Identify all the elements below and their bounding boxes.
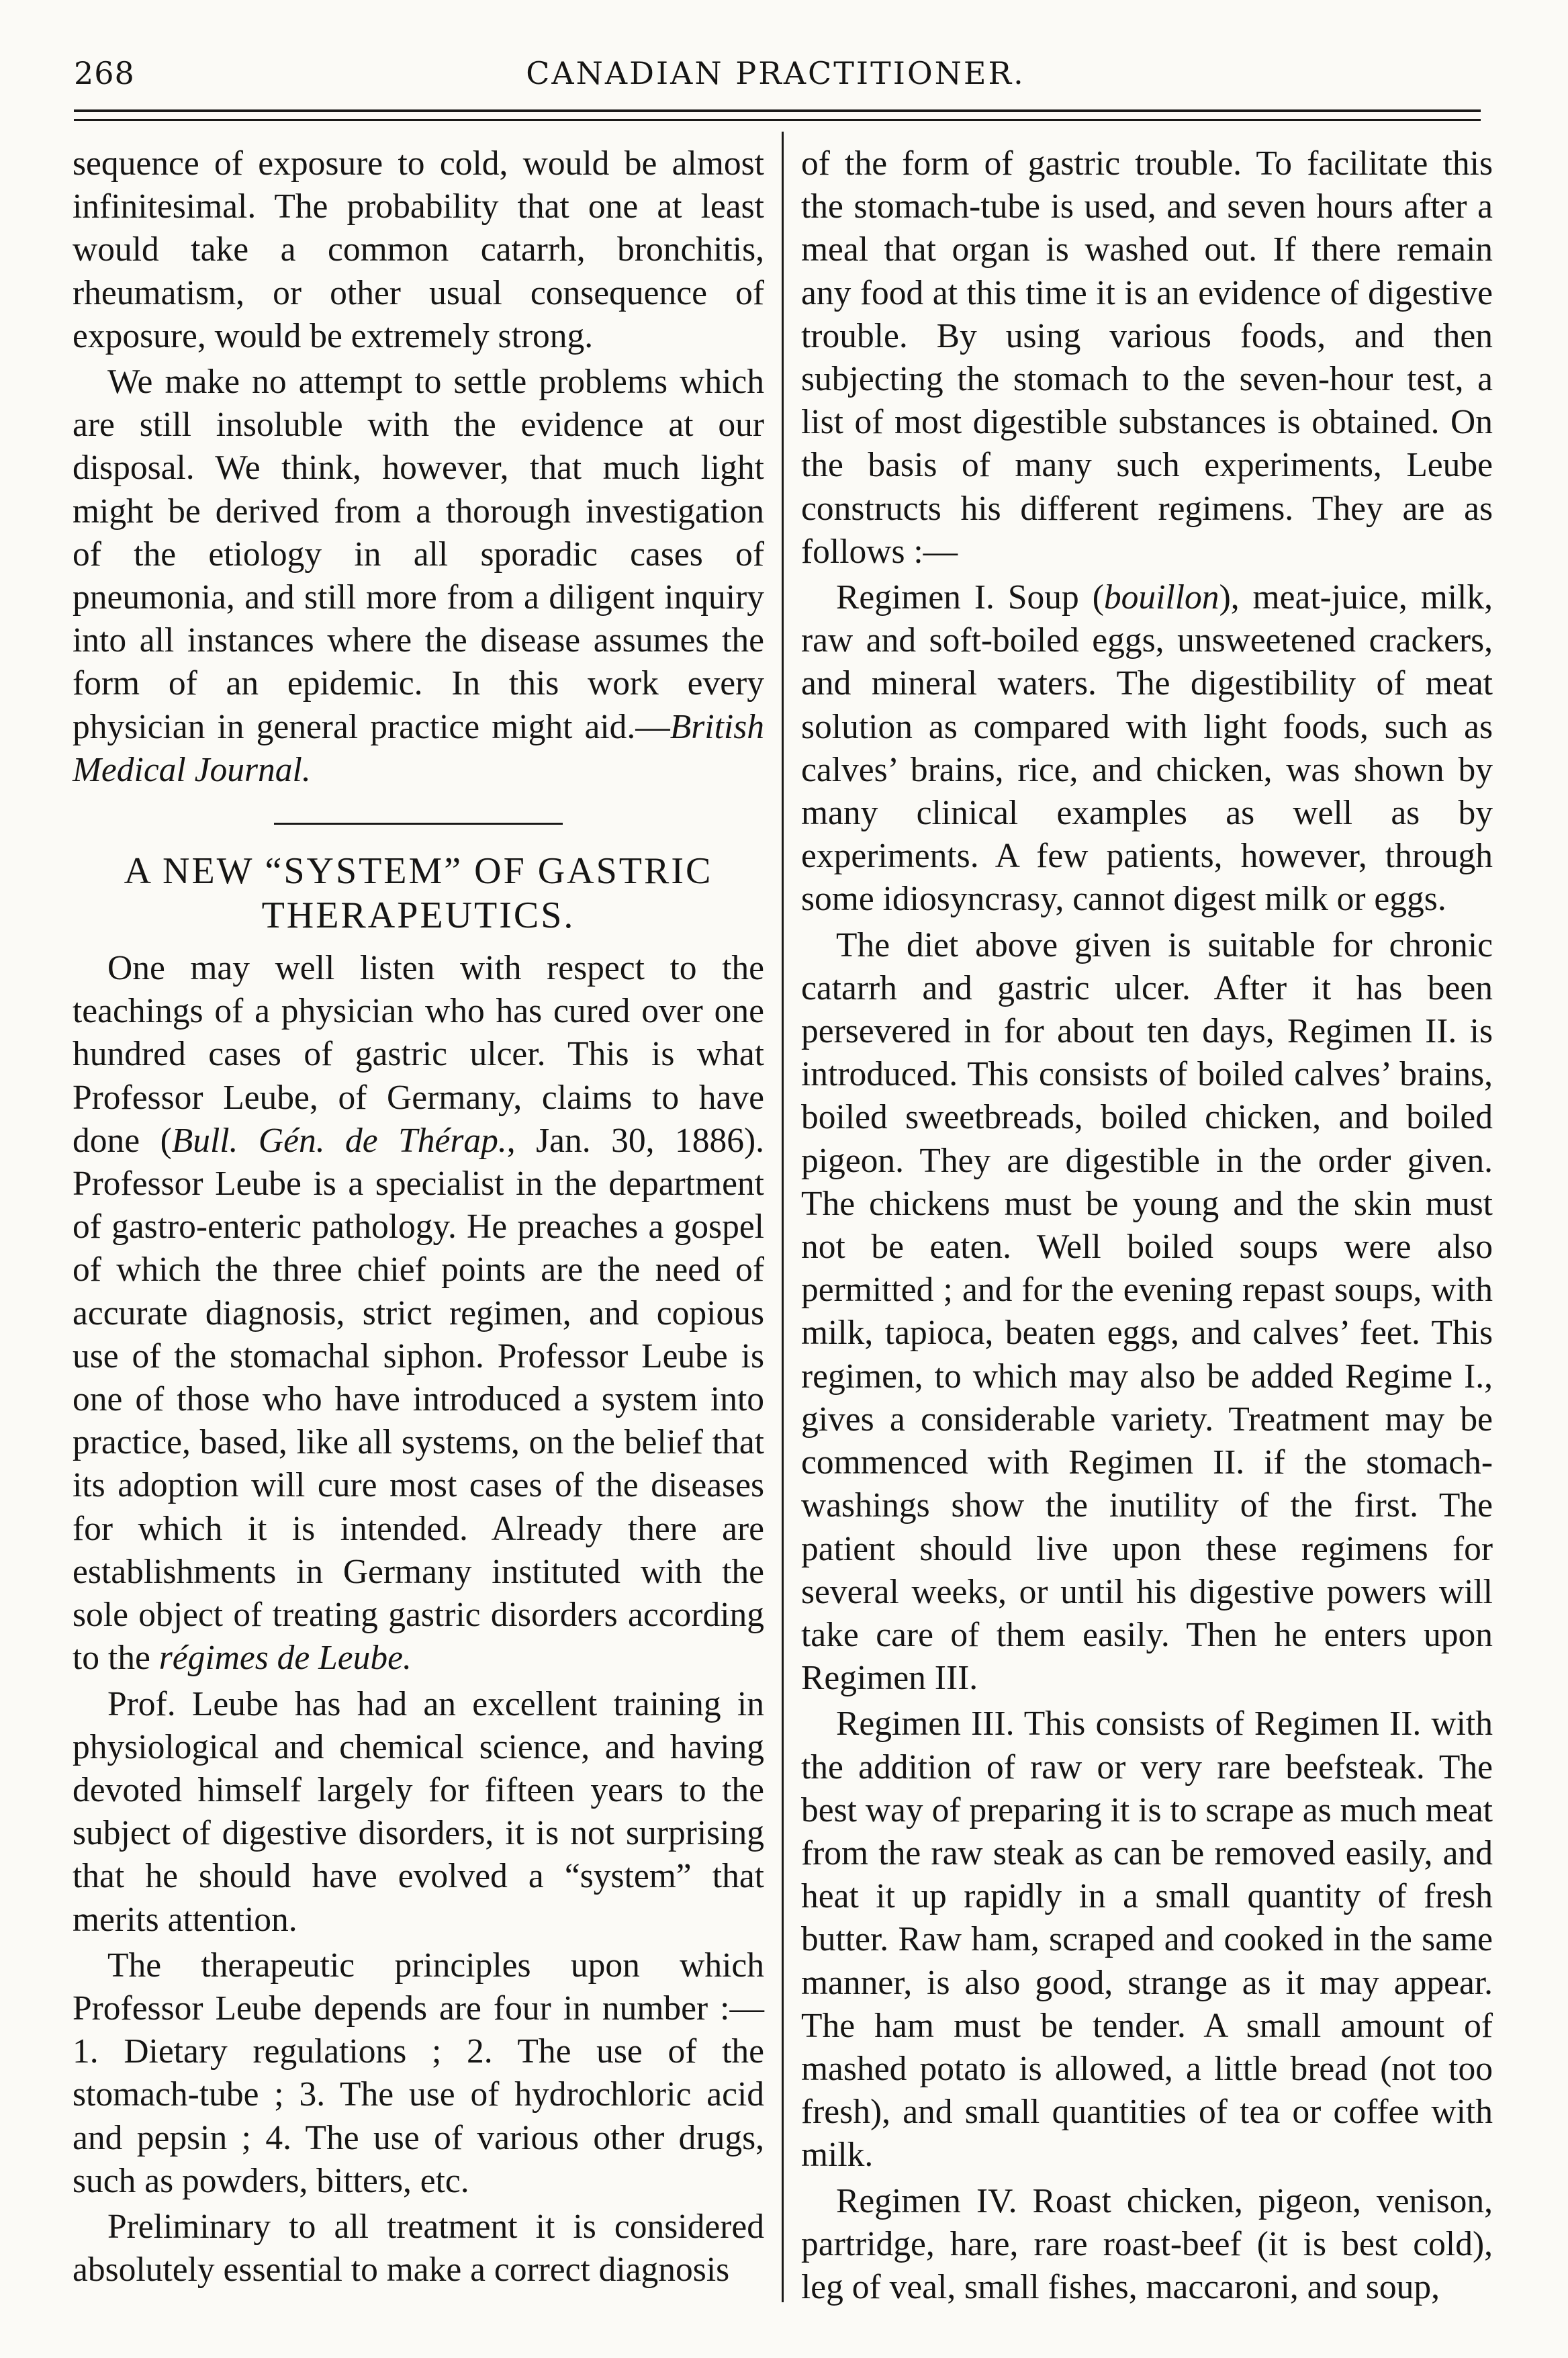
- right-column: [801, 142, 1493, 2306]
- paragraph-text: One may well listen with respect to the teachings of a physician who has cured over one hundred cases of gastric ulcer. This is what Professor Leube, of Germany, claims to have done (: [73, 949, 764, 1160]
- source-citation: British Medical Journal.: [73, 707, 764, 789]
- paragraph-text: Regimen I. Soup (: [836, 578, 1104, 617]
- section-divider: [274, 823, 563, 825]
- paragraph-regimen-1: [801, 576, 1493, 921]
- article-title: A NEW “SYSTEM” OF GASTRIC THERAPEUTICS.: [124, 850, 713, 937]
- journal-citation: Bull. Gén. de Thérap.: [171, 1121, 507, 1160]
- paragraph-regimen-3: Regimen III. This consists of Regimen II. with the addition of raw or very rare beefsteak. The best way of preparing it is to scrape as much meat from the raw steak as can be removed easily, and heat it up rapidly in a small quantity of fresh butter. Raw ham, scraped and cooked in the same manner, is also good, strange as it may appear. The ham must be tender. A small amount of mashed potato is allowed, a little bread (not too fresh), and small quantities of tea or coffee with milk.: [801, 1705, 1493, 2175]
- paragraph-text: We make no attempt to settle problems which are still insoluble with the evidence at our disposal. We think, however, that much light might be derived from a thorough investigation of the etiology in all sporadic cases of pneumonia, and still more from a diligent inquiry into all instances where the disease assumes the form of an epidemic. In this work every physician in general practice might aid.—: [73, 363, 764, 746]
- paragraph-conclusion: [73, 361, 764, 792]
- running-head: CANADIAN PRACTITIONER.: [526, 55, 1025, 91]
- page-header: [74, 40, 1477, 105]
- paragraph-text-cont: , Jan. 30, 1886). Professor Leube is a specialist in the department of gastro-enteric pathology. He preaches a gospel of which the three chief points are the need of accurate diagnosis, strict regimen, and copious use of the stomachal siphon. Professor Leube is one of those who have introduced a system into practice, based, like all systems, on the belief that its adoption will cure most cases of the diseases for which it is intended. Already there are establishments in Germany instituted with the sole object of treating gastric disorders according to the: [73, 1121, 764, 1678]
- paragraph-text-cont: ), meat-juice, milk, raw and soft-boiled eggs, unsweetened crackers, and mineral waters. The digestibility of meat solution as compared with light foods, such as calves’ brains, rice, and chicken, was shown by many clinical examples as well as by experiments. A few patients, however, through some idiosyncrasy, cannot digest milk or eggs.: [801, 578, 1493, 919]
- paragraph-regimen-4: Regimen IV. Roast chicken, pigeon, venison, partridge, hare, rare roast-beef (it is best cold), leg of veal, small fishes, maccaroni, and soup,: [801, 2181, 1493, 2306]
- paragraph-regimen-2: The diet above given is suitable for chronic catarrh and gastric ulcer. After it has been persevered in for about ten days, Regimen II. is introduced. This consists of boiled calves’ brains, boiled sweetbreads, boiled chicken, and boiled pigeon. They are digestible in the order given. The chickens must be young and the skin must not be eaten. Well boiled soups were also permitted ; and for the evening repast soups, with milk, tapioca, beaten eggs, and calves’ feet. This regimen, to which may also be added Regime I., gives a considerable variety. Treatment may be commenced with Regimen II. if the stomach-washings show the inutility of the first. The patient should live upon these regimens for several weeks, or until his digestive powers will take care of them easily. Then he enters upon Regimen III.: [801, 925, 1493, 1698]
- paragraph-intro: [73, 947, 764, 1680]
- paragraph-continued: sequence of exposure to cold, would be almost infinitesimal. The probability that one at least would take a common catarrh, bronchitis, rheumatism, or other usual consequence of exposure, would be extremely strong.: [73, 144, 764, 355]
- paragraph-training: Prof. Leube has had an excellent training in physiological and chemical science, and having devoted himself largely for fifteen years to the subject of digestive disorders, it is not surprising that he should have evolved a “system” that merits attention.: [73, 1684, 764, 1939]
- paragraph-stomach-tube: of the form of gastric trouble. To facilitate this the stomach-tube is used, and seven hours after a meal that organ is washed out. If there remain any food at this time it is an evidence of digestive trouble. By using various foods, and then subjecting the stomach to the seven-hour test, a list of most digestible substances is obtained. On the basis of many such experiments, Leube constructs his different regimens. They are as follows :—: [801, 144, 1493, 571]
- italic-term: bouillon: [1103, 578, 1219, 617]
- page-number: 268: [74, 55, 135, 91]
- header-rule: [74, 109, 1481, 112]
- paragraph-principles: The therapeutic principles upon which Professor Leube depends are four in number :— 1. Dietary regulations ; 2. The use of the stomach-tube ; 3. The use of hydrochloric acid and pepsin ; 4. The use of various other drugs, such as powders, bitters, etc.: [73, 1946, 764, 2200]
- header-rule-secondary: [74, 119, 1481, 121]
- paragraph-diagnosis: Preliminary to all treatment it is considered absolutely essential to make a correct diagnosis: [73, 2207, 764, 2289]
- italic-term: régimes de Leube.: [158, 1639, 412, 1678]
- column-divider: [782, 132, 784, 2302]
- left-column: [73, 142, 764, 2302]
